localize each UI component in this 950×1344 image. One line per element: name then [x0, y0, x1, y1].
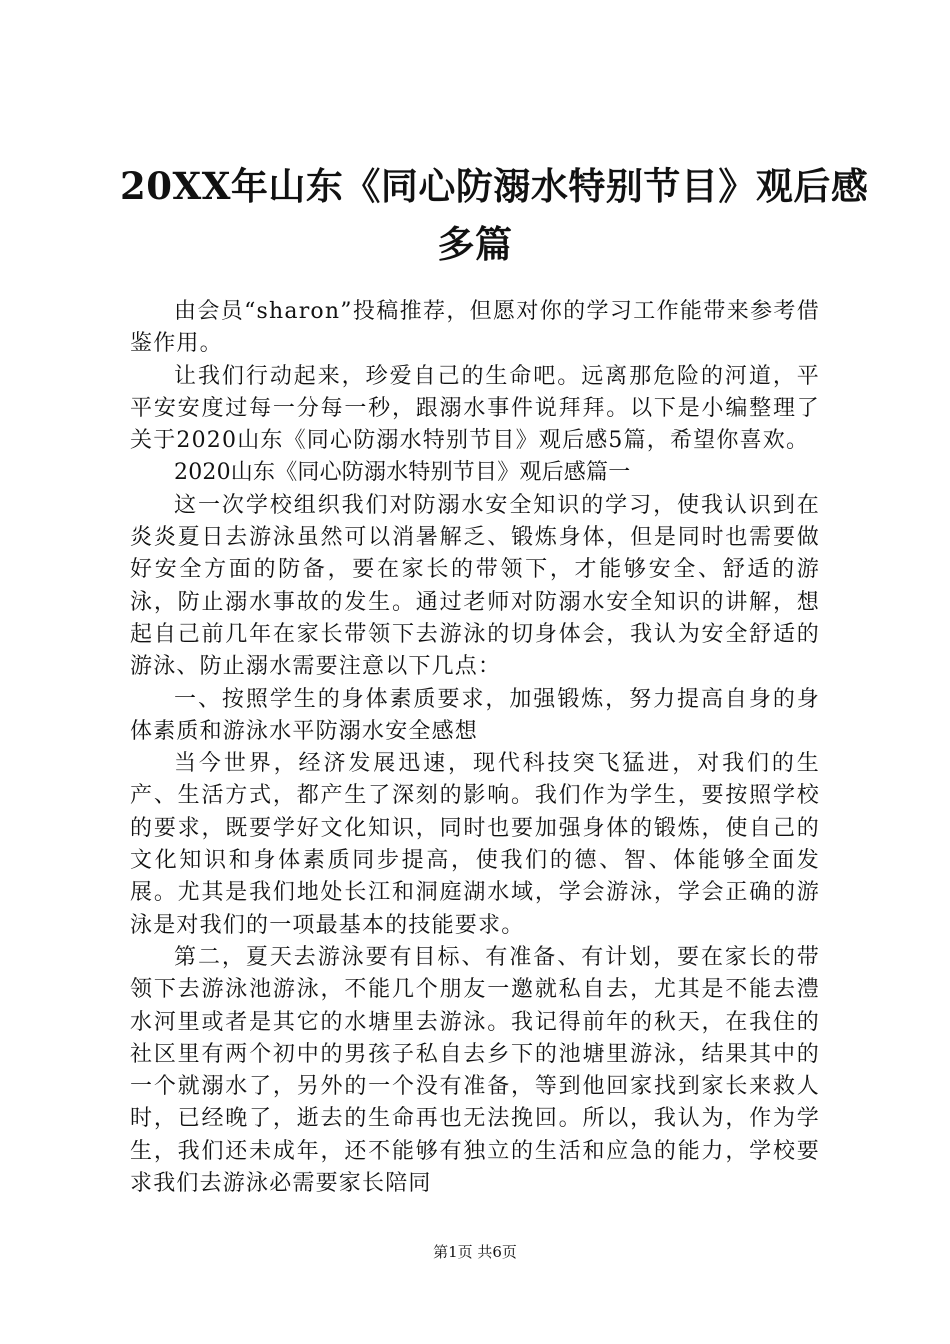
document-title: 20XX年山东《同心防溺水特别节目》观后感	[120, 164, 869, 208]
point-one-paragraph: 一、按照学生的身体素质要求，加强锻炼，努力提高自身的身体素质和游泳水平防溺水安全感想	[130, 686, 820, 744]
point-two-paragraph: 第二，夏天去游泳要有目标、有准备、有计划，要在家长的带领下去游泳池游泳，不能几个朋友一邀就私自去，尤其是不能去澧水河里或者是其它的水塘里去游泳。我记得前年的秋天，在我住的社区里有两个初中的男孩子私自去乡下的池塘里游泳，结果其中的一个就溺水了，另外的一个没有准备，等到他回家找到家长来救人时，已经晚了，逝去的生命再也无法挽回。所以，我认为，作为学生，我们还未成年，还不能够有独立的生活和应急的能力，学校要求我们去游泳必需要家长陪同	[130, 944, 820, 1197]
intro-paragraph: 由会员“sharon”投稿推荐，但愿对你的学习工作能带来参考借鉴作用。	[130, 299, 820, 357]
body-paragraph: 当今世界，经济发展迅速，现代科技突飞猛进，对我们的生产、生活方式，都产生了深刻的影响。我们作为学生，要按照学校的要求，既要学好文化知识，同时也要加强身体的锻炼，使自己的文化知识和身体素质同步提高，使我们的德、智、体能够全面发展。尤其是我们地处长江和洞庭湖水域，学会游泳，学会正确的游泳是对我们的一项最基本的技能要求。	[130, 751, 820, 938]
document-body	[130, 296, 820, 1200]
page-number-footer: 第1页 共6页	[433, 1243, 517, 1261]
body-paragraph: 这一次学校组织我们对防溺水安全知识的学习，使我认识到在炎炎夏日去游泳虽然可以消暑解乏、锻炼身体，但是同时也需要做好安全方面的防备，要在家长的带领下，才能够安全、舒适的游泳，防止溺水事故的发生。通过老师对防溺水安全知识的讲解，想起自己前几年在家长带领下去游泳的切身体会，我认为安全舒适的游泳、防止溺水需要注意以下几点：	[130, 492, 820, 680]
summary-paragraph: 让我们行动起来，珍爱自己的生命吧。远离那危险的河道，平平安安度过每一分每一秒，跟溺水事件说拜拜。以下是小编整理了关于2020山东《同心防溺水特别节目》观后感5篇，希望你喜欢。	[130, 363, 820, 454]
document-title-continuation: 多篇	[437, 222, 513, 266]
section-heading: 2020山东《同心防溺水特别节目》观后感篇一	[174, 460, 631, 486]
